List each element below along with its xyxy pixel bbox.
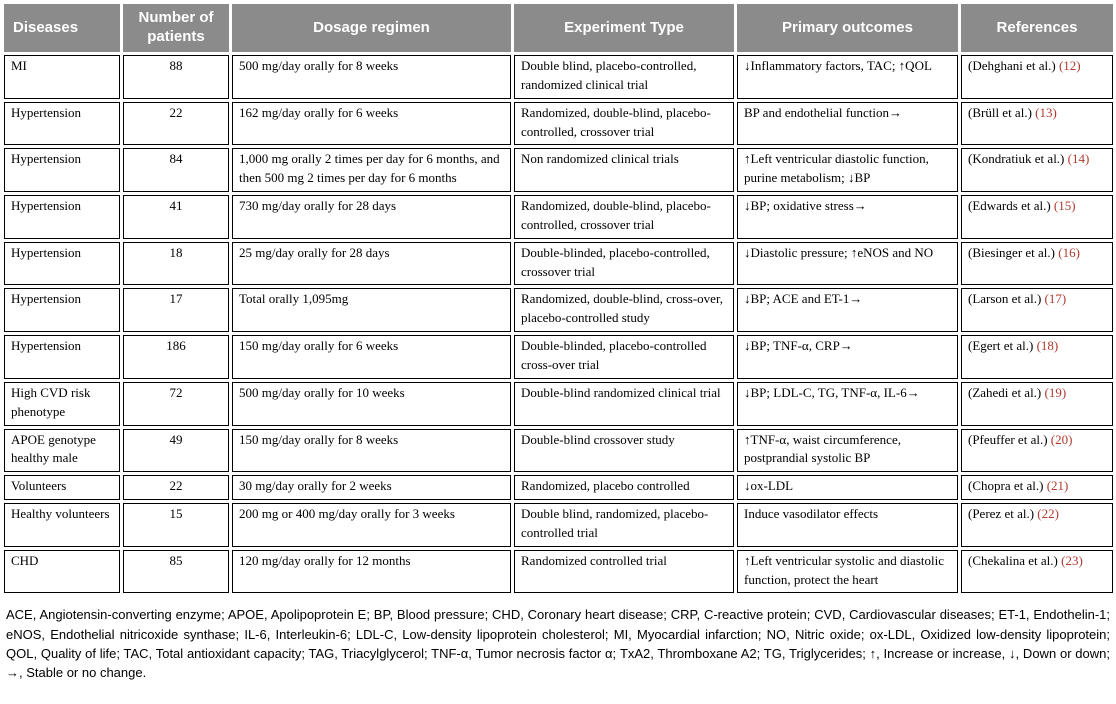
reference-number-link[interactable]: (17) [1044, 291, 1067, 307]
reference-authors: (Chopra et al.) [968, 478, 1047, 494]
reference-authors: (Dehghani et al.) [968, 58, 1059, 73]
experiment-cell: Randomized, placebo controlled [514, 475, 734, 500]
disease-cell: Hypertension [4, 335, 120, 379]
reference-cell [961, 335, 1113, 379]
patients-cell: 88 [123, 55, 229, 99]
disease-cell: MI [4, 55, 120, 99]
dosage-cell: 120 mg/day orally for 12 months [232, 550, 511, 594]
table-row [4, 550, 1113, 594]
column-header-primary-outcomes: Primary outcomes [737, 4, 958, 52]
reference-cell [961, 242, 1113, 286]
reference-authors: (Kondratiuk et al.) [968, 151, 1068, 167]
reference-number-link[interactable]: (13) [1035, 104, 1057, 120]
reference-cell [961, 550, 1113, 594]
dosage-cell: 25 mg/day orally for 28 days [232, 242, 511, 286]
disease-cell: CHD [4, 550, 120, 594]
disease-cell: Hypertension [4, 148, 120, 192]
table-footnote: ACE, Angiotensin-converting enzyme; APOE, Apolipoprotein E; BP, Blood pressure; CHD, Coronary heart disease; CRP, C-reactive protein; CVD, Cardiovascular diseases; ET-1, Endothelin-1; eNOS, Endothelial nitricoxide synthase; IL-6, Interleukin-6; LDL-C, Low-density lipoprotein cholesterol; MI, Myocardial infarction; NO, Nitric oxide; ox-LDL, Oxidized low-density lipoprotein; QOL, Quality of life; TAC, Total antioxidant capacity; TAG, Triacylglycerol; TNF-α, Tumor necrosis factor α; TxA2, Thromboxane A2; TG, Triglycerides; ↑, Increase or increase, ↓, Down or down; →, Stable or no change. [6, 607, 1110, 681]
experiment-cell: Double-blind randomized clinical trial [514, 382, 734, 426]
reference-authors: (Zahedi et al.) [968, 384, 1045, 400]
reference-authors: (Biesinger et al.) [968, 244, 1059, 260]
patients-cell: 15 [123, 503, 229, 547]
header-row [4, 4, 1113, 52]
reference-authors: (Perez et al.) [968, 506, 1038, 522]
column-header-references: References [961, 4, 1113, 52]
dosage-cell: 1,000 mg orally 2 times per day for 6 months, and then 500 mg 2 times per day for 6 months [232, 148, 511, 192]
table-row [4, 288, 1113, 332]
dosage-cell: 200 mg or 400 mg/day orally for 3 weeks [232, 503, 511, 547]
experiment-cell: Randomized, double-blind, cross-over, placebo-controlled study [514, 288, 734, 332]
reference-authors: (Edwards et al.) [968, 198, 1054, 214]
dosage-cell: 150 mg/day orally for 6 weeks [232, 335, 511, 379]
experiment-cell: Non randomized clinical trials [514, 148, 734, 192]
disease-cell: High CVD risk phenotype [4, 382, 120, 426]
table-row [4, 148, 1113, 192]
patients-cell: 18 [123, 242, 229, 286]
reference-authors: (Brüll et al.) [968, 104, 1036, 120]
dosage-cell: 500 mg/day orally for 8 weeks [232, 55, 511, 99]
reference-cell [961, 475, 1113, 500]
table-row [4, 55, 1113, 99]
reference-cell [961, 55, 1113, 99]
experiment-cell: Double-blind crossover study [514, 429, 734, 473]
outcomes-cell: ↑Left ventricular diastolic function, purine metabolism; ↓BP [737, 148, 958, 192]
reference-number-link[interactable]: (19) [1044, 384, 1067, 400]
disease-cell: Hypertension [4, 288, 120, 332]
dosage-cell: 150 mg/day orally for 8 weeks [232, 429, 511, 473]
reference-cell [961, 195, 1113, 239]
table-row [4, 503, 1113, 547]
experiment-cell: Randomized controlled trial [514, 550, 734, 594]
table-header [4, 4, 1113, 52]
reference-authors: (Chekalina et al.) [968, 552, 1062, 568]
clinical-trials-table [1, 1, 1116, 596]
reference-authors: (Egert et al.) [968, 338, 1037, 354]
dosage-cell: 30 mg/day orally for 2 weeks [232, 475, 511, 500]
table-body [4, 55, 1113, 593]
column-header-experiment-type: Experiment Type [514, 4, 734, 52]
table-row [4, 242, 1113, 286]
outcomes-cell: Induce vasodilator effects [737, 503, 958, 547]
outcomes-cell: BP and endothelial function→ [737, 102, 958, 146]
dosage-cell: 162 mg/day orally for 6 weeks [232, 102, 511, 146]
outcomes-cell: ↓Inflammatory factors, TAC; ↑QOL [737, 55, 958, 99]
outcomes-cell: ↓BP; TNF-α, CRP→ [737, 335, 958, 379]
dosage-cell: 730 mg/day orally for 28 days [232, 195, 511, 239]
outcomes-cell: ↓BP; ACE and ET-1→ [737, 288, 958, 332]
experiment-cell: Double blind, randomized, placebo-controlled trial [514, 503, 734, 547]
experiment-cell: Randomized, double-blind, placebo-controlled, crossover trial [514, 102, 734, 146]
disease-cell: Volunteers [4, 475, 120, 500]
column-header-diseases: Diseases [4, 4, 120, 52]
reference-cell [961, 429, 1113, 473]
reference-number-link[interactable]: (14) [1067, 151, 1090, 167]
table-row [4, 382, 1113, 426]
reference-number-link[interactable]: (22) [1037, 506, 1059, 522]
table-row [4, 335, 1113, 379]
disease-cell: Healthy volunteers [4, 503, 120, 547]
experiment-cell: Double-blinded, placebo-controlled, crossover trial [514, 242, 734, 286]
outcomes-cell: ↑TNF-α, waist circumference, postprandial systolic BP [737, 429, 958, 473]
table-row [4, 102, 1113, 146]
reference-cell [961, 148, 1113, 192]
patients-cell: 22 [123, 475, 229, 500]
patients-cell: 22 [123, 102, 229, 146]
patients-cell: 72 [123, 382, 229, 426]
reference-number-link[interactable]: (15) [1053, 198, 1076, 214]
table-row [4, 429, 1113, 473]
reference-cell [961, 288, 1113, 332]
patients-cell: 17 [123, 288, 229, 332]
experiment-cell: Double blind, placebo-controlled, randomized clinical trial [514, 55, 734, 99]
disease-cell: Hypertension [4, 195, 120, 239]
patients-cell: 85 [123, 550, 229, 594]
column-header-number-of-patients: Number of patients [123, 4, 229, 52]
outcomes-cell: ↓BP; LDL-C, TG, TNF-α, IL-6→ [737, 382, 958, 426]
experiment-cell: Double-blinded, placebo-controlled cross-over trial [514, 335, 734, 379]
reference-number-link[interactable]: (23) [1061, 552, 1083, 568]
patients-cell: 49 [123, 429, 229, 473]
reference-cell [961, 102, 1113, 146]
reference-authors: (Larson et al.) [968, 291, 1045, 307]
outcomes-cell: ↑Left ventricular systolic and diastolic function, protect the heart [737, 550, 958, 594]
reference-number-link[interactable]: (21) [1046, 478, 1069, 494]
table-row [4, 475, 1113, 500]
patients-cell: 186 [123, 335, 229, 379]
reference-cell [961, 382, 1113, 426]
reference-number-link[interactable]: (16) [1058, 244, 1080, 260]
disease-cell: Hypertension [4, 242, 120, 286]
column-header-dosage-regimen: Dosage regimen [232, 4, 511, 52]
reference-number-link[interactable]: (20) [1050, 431, 1073, 447]
dosage-cell: 500 mg/day orally for 10 weeks [232, 382, 511, 426]
reference-number-link[interactable]: (12) [1058, 58, 1081, 73]
outcomes-cell: ↓Diastolic pressure; ↑eNOS and NO [737, 242, 958, 286]
patients-cell: 84 [123, 148, 229, 192]
disease-cell: APOE genotype healthy male [4, 429, 120, 473]
outcomes-cell: ↓BP; oxidative stress→ [737, 195, 958, 239]
outcomes-cell: ↓ox-LDL [737, 475, 958, 500]
reference-authors: (Pfeuffer et al.) [968, 431, 1051, 447]
table-row [4, 195, 1113, 239]
reference-cell [961, 503, 1113, 547]
experiment-cell: Randomized, double-blind, placebo-controlled, crossover trial [514, 195, 734, 239]
patients-cell: 41 [123, 195, 229, 239]
dosage-cell: Total orally 1,095mg [232, 288, 511, 332]
reference-number-link[interactable]: (18) [1036, 338, 1059, 354]
disease-cell: Hypertension [4, 102, 120, 146]
